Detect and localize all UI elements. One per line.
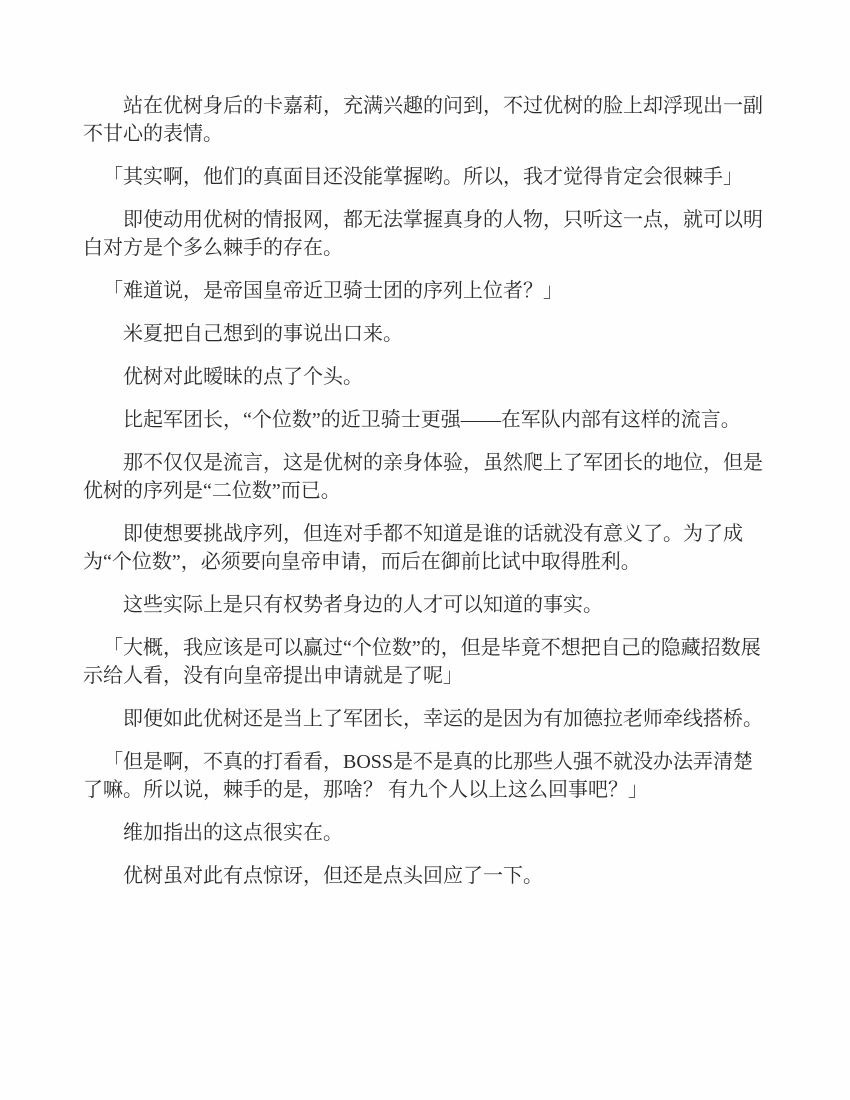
paragraph-2-dialogue: 「其实啊，他们的真面目还没能掌握哟。所以，我才觉得肯定会很棘手」 bbox=[103, 166, 743, 188]
paragraph-4-dialogue: 「难道说，是帝国皇帝近卫骑士团的序列上位者？」 bbox=[103, 280, 563, 302]
paragraph-8-narration: 那不仅仅是流言，这是优树的亲身体验，虽然爬上了军团长的地位，但是优树的序列是“二位数”而已。 bbox=[83, 452, 763, 502]
paragraph-12-narration: 即便如此优树还是当上了军团长，幸运的是因为有加德拉老师牵线搭桥。 bbox=[123, 708, 763, 730]
paragraph-13-dialogue: 「但是啊，不真的打看看，BOSS是不是真的比那些人强不就没办法弄清楚了嘛。所以说，棘手的是，那啥？ 有九个人以上这么回事吧？」 bbox=[83, 751, 754, 801]
paragraph-5-narration: 米夏把自己想到的事说出口来。 bbox=[123, 323, 403, 345]
paragraph-7-narration: 比起军团长，“个位数”的近卫骑士更强——在军队内部有这样的流言。 bbox=[123, 409, 741, 431]
paragraph-6-narration: 优树对此暧昧的点了个头。 bbox=[123, 366, 363, 388]
paragraph-14-narration: 维加指出的这点很实在。 bbox=[123, 822, 343, 844]
paragraph-9-narration: 即使想要挑战序列，但连对手都不知道是谁的话就没有意义了。为了成为“个位数”，必须要向皇帝申请，而后在御前比试中取得胜利。 bbox=[83, 523, 743, 573]
paragraph-1-narration: 站在优树身后的卡嘉莉，充满兴趣的问到，不过优树的脸上却浮现出一副不甘心的表情。 bbox=[83, 95, 763, 145]
paragraph-3-narration: 即使动用优树的情报网，都无法掌握真身的人物，只听这一点，就可以明白对方是个多么棘手的存在。 bbox=[83, 209, 763, 259]
novel-text-column bbox=[83, 92, 766, 890]
paragraph-11-dialogue: 「大概，我应该是可以赢过“个位数”的，但是毕竟不想把自己的隐藏招数展示给人看，没有向皇帝提出申请就是了呢」 bbox=[83, 637, 761, 687]
paragraph-15-narration: 优树虽对此有点惊讶，但还是点头回应了一下。 bbox=[123, 865, 543, 887]
paragraph-10-narration: 这些实际上是只有权势者身边的人才可以知道的事实。 bbox=[123, 594, 603, 616]
